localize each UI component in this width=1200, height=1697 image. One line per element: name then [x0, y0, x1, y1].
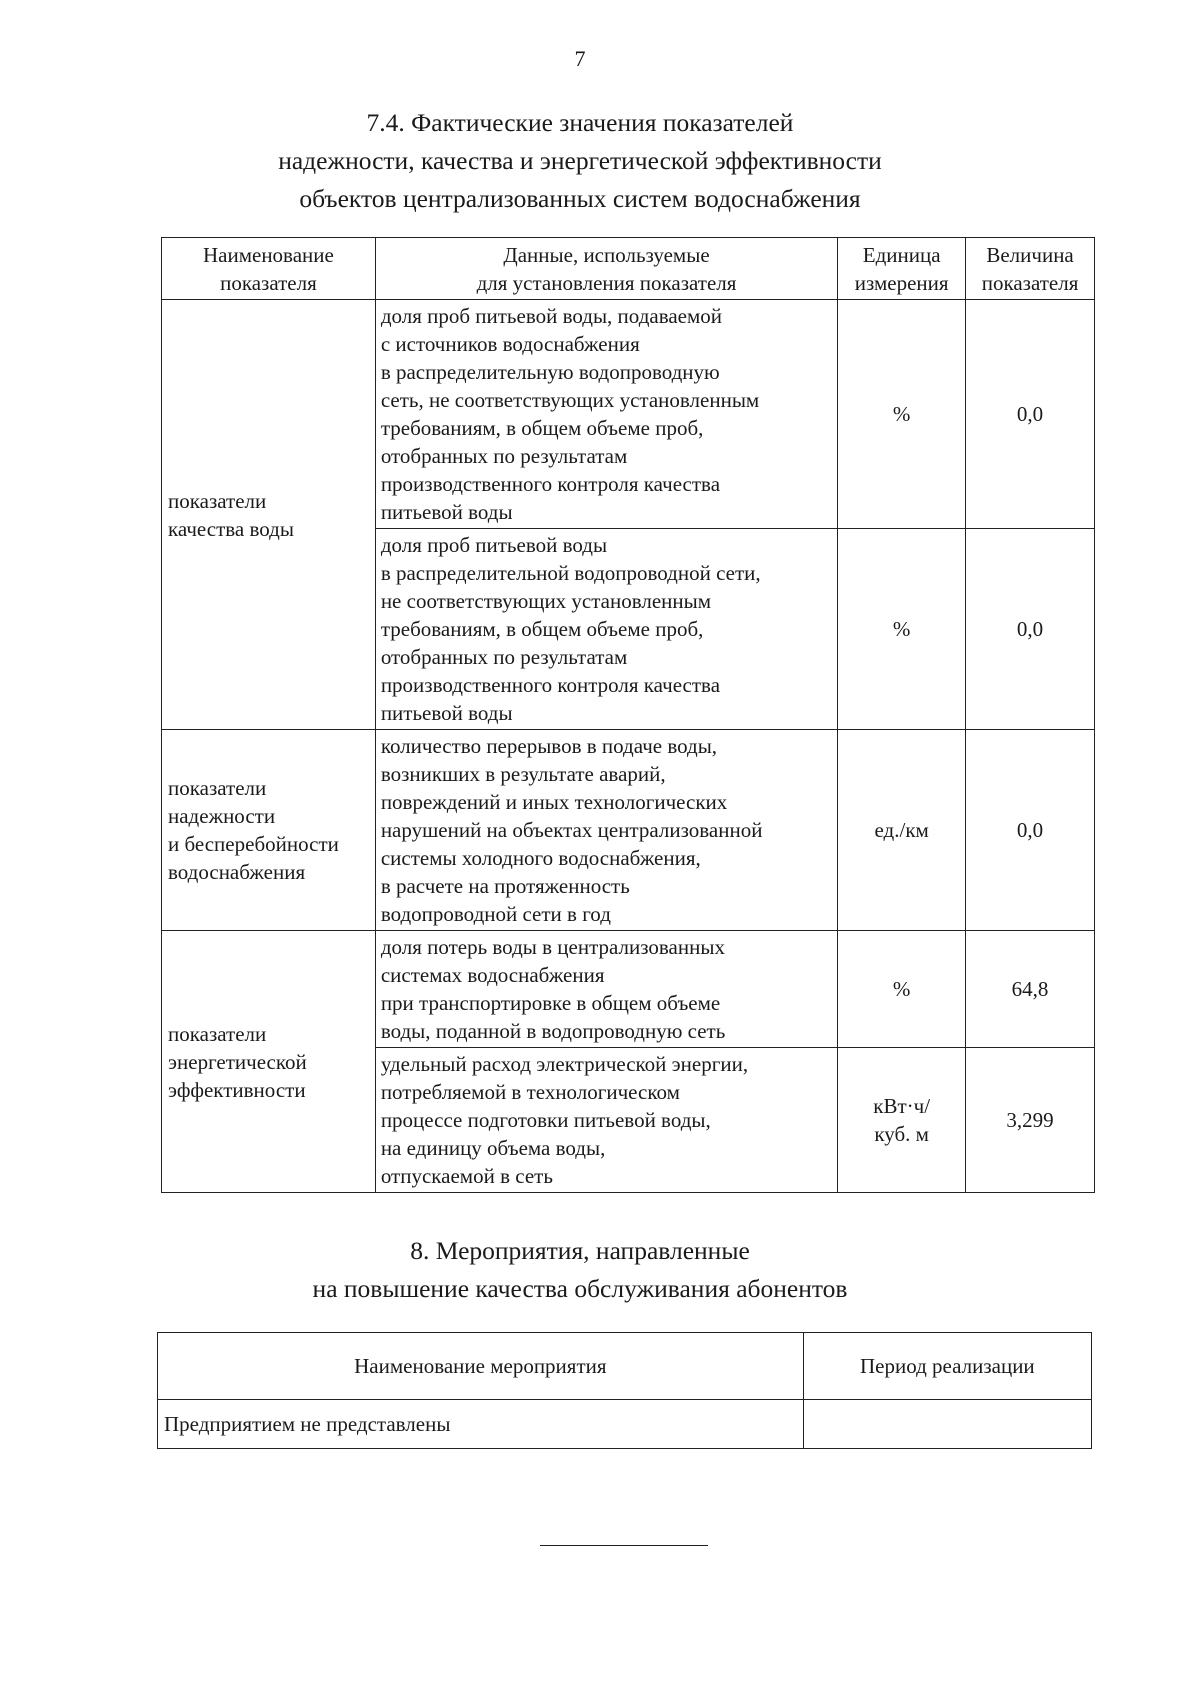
indicator-source-data	[375, 1048, 837, 1193]
section-7-4-title-line: объектов централизованных систем водоснабжения	[299, 184, 861, 213]
indicator-unit	[838, 300, 966, 529]
indicator-name-line: водоснабжения	[168, 860, 306, 884]
source-data-line: воды, поданной в водопроводную сеть	[380, 1019, 726, 1043]
unit-line: куб. м	[874, 1122, 929, 1146]
indicator-value: 0,0	[966, 529, 1095, 730]
source-data-line: с источников водоснабжения	[380, 332, 640, 356]
source-data-line: потребляемой в технологическом	[380, 1080, 680, 1104]
header-source-data	[375, 238, 837, 300]
source-data-line: водопроводной сети в год	[380, 902, 611, 926]
unit-line: %	[892, 617, 911, 641]
source-data-line: доля потерь воды в централизованных	[380, 935, 725, 959]
source-data-line: отпускаемой в сеть	[380, 1164, 553, 1188]
section-7-4-title-line: 7.4. Фактические значения показателей	[366, 108, 794, 137]
indicator-group-name	[162, 730, 376, 931]
header-line: измерения	[854, 270, 949, 295]
indicator-source-data	[375, 931, 837, 1048]
header-indicator-name	[162, 238, 376, 300]
indicator-unit	[838, 1048, 966, 1193]
measure-name-cell: Предприятием не представлены	[158, 1400, 804, 1449]
section-8-title-line: 8. Мероприятия, направленные	[410, 1236, 750, 1265]
indicator-source-data	[375, 529, 837, 730]
measures-table-header-row	[158, 1333, 1092, 1400]
source-data-line: питьевой воды	[380, 500, 513, 524]
source-data-line: в распределительной водопроводной сети,	[380, 561, 761, 585]
header-line: показателя	[981, 270, 1079, 295]
source-data-line: нарушений на объектах централизованной	[380, 818, 763, 842]
header-line: для установления показателя	[476, 270, 737, 295]
indicator-name-line: качества воды	[168, 516, 294, 541]
header-value	[966, 238, 1095, 300]
indicator-name-line: показатели	[168, 488, 267, 513]
unit-line: кВт·ч/	[873, 1094, 931, 1118]
indicator-name-line: энергетической	[168, 1049, 307, 1074]
header-line: Наименование	[202, 242, 334, 267]
source-data-line: процессе подготовки питьевой воды,	[380, 1108, 711, 1132]
source-data-line: удельный расход электрической энергии,	[380, 1052, 749, 1076]
header-unit	[838, 238, 966, 300]
indicator-unit	[838, 529, 966, 730]
source-data-line: на единицу объема воды,	[380, 1136, 606, 1160]
implementation-period-cell	[803, 1400, 1091, 1449]
indicator-source-data	[375, 730, 837, 931]
source-data-line: при транспортировке в общем объеме	[380, 991, 721, 1015]
indicators-table	[161, 237, 1095, 1193]
indicator-name-line: эффективности	[168, 1077, 306, 1102]
table-row	[162, 931, 1095, 1048]
measures-table	[157, 1332, 1092, 1449]
source-data-line: требованиям, в общем объеме проб,	[380, 617, 704, 641]
source-data-line: питьевой воды	[380, 701, 513, 725]
section-7-4-title	[0, 104, 1160, 218]
table-row	[158, 1400, 1092, 1449]
header-line: Единица	[862, 242, 941, 267]
source-data-line: отобранных по результатам	[380, 645, 628, 669]
indicator-value: 0,0	[966, 300, 1095, 529]
indicator-name-line: показатели	[168, 776, 267, 800]
header-line: Величина	[986, 242, 1074, 267]
source-data-line: отобранных по результатам	[380, 444, 628, 468]
unit-line: %	[892, 402, 911, 426]
indicator-group-name	[162, 300, 376, 730]
indicator-name-line: и бесперебойности	[168, 832, 339, 856]
section-8-title-line: на повышение качества обслуживания абонентов	[312, 1274, 848, 1303]
source-data-line: не соответствующих установленным	[380, 589, 712, 613]
indicator-group-name	[162, 931, 376, 1193]
indicator-value: 3,299	[966, 1048, 1095, 1193]
indicator-unit	[838, 931, 966, 1048]
source-data-line: производственного контроля качества	[380, 472, 721, 496]
table-row	[162, 300, 1095, 529]
source-data-line: повреждений и иных технологических	[380, 790, 728, 814]
table-row	[162, 730, 1095, 931]
source-data-line: сеть, не соответствующих установленным	[380, 388, 760, 412]
header-line: показателя	[220, 270, 317, 295]
section-7-4-title-line: надежности, качества и энергетической эффективности	[278, 146, 882, 175]
indicator-name-line: показатели	[168, 1021, 267, 1046]
source-data-line: системах водоснабжения	[380, 963, 605, 987]
source-data-line: требованиям, в общем объеме проб,	[380, 416, 704, 440]
indicator-value: 64,8	[966, 931, 1095, 1048]
indicators-table-header-row	[162, 238, 1095, 300]
page-number: 7	[574, 46, 586, 71]
unit-line: ед./км	[874, 818, 929, 842]
source-data-line: доля проб питьевой воды	[380, 533, 608, 557]
indicator-value: 0,0	[966, 730, 1095, 931]
header-implementation-period: Период реализации	[803, 1333, 1091, 1400]
source-data-line: в расчете на протяженность	[380, 874, 630, 898]
indicator-name-line: надежности	[168, 804, 276, 828]
source-data-line: в распределительную водопроводную	[380, 360, 720, 384]
unit-line: %	[892, 977, 911, 1001]
end-divider	[540, 1545, 708, 1546]
source-data-line: количество перерывов в подаче воды,	[380, 734, 718, 758]
indicator-unit	[838, 730, 966, 931]
header-measure-name: Наименование мероприятия	[158, 1333, 804, 1400]
source-data-line: возникших в результате аварий,	[380, 762, 666, 786]
source-data-line: доля проб питьевой воды, подаваемой	[380, 304, 723, 328]
source-data-line: системы холодного водоснабжения,	[380, 846, 701, 870]
indicator-source-data	[375, 300, 837, 529]
section-8-title	[0, 1232, 1160, 1308]
source-data-line: производственного контроля качества	[380, 673, 721, 697]
header-line: Данные, используемые	[503, 242, 710, 267]
